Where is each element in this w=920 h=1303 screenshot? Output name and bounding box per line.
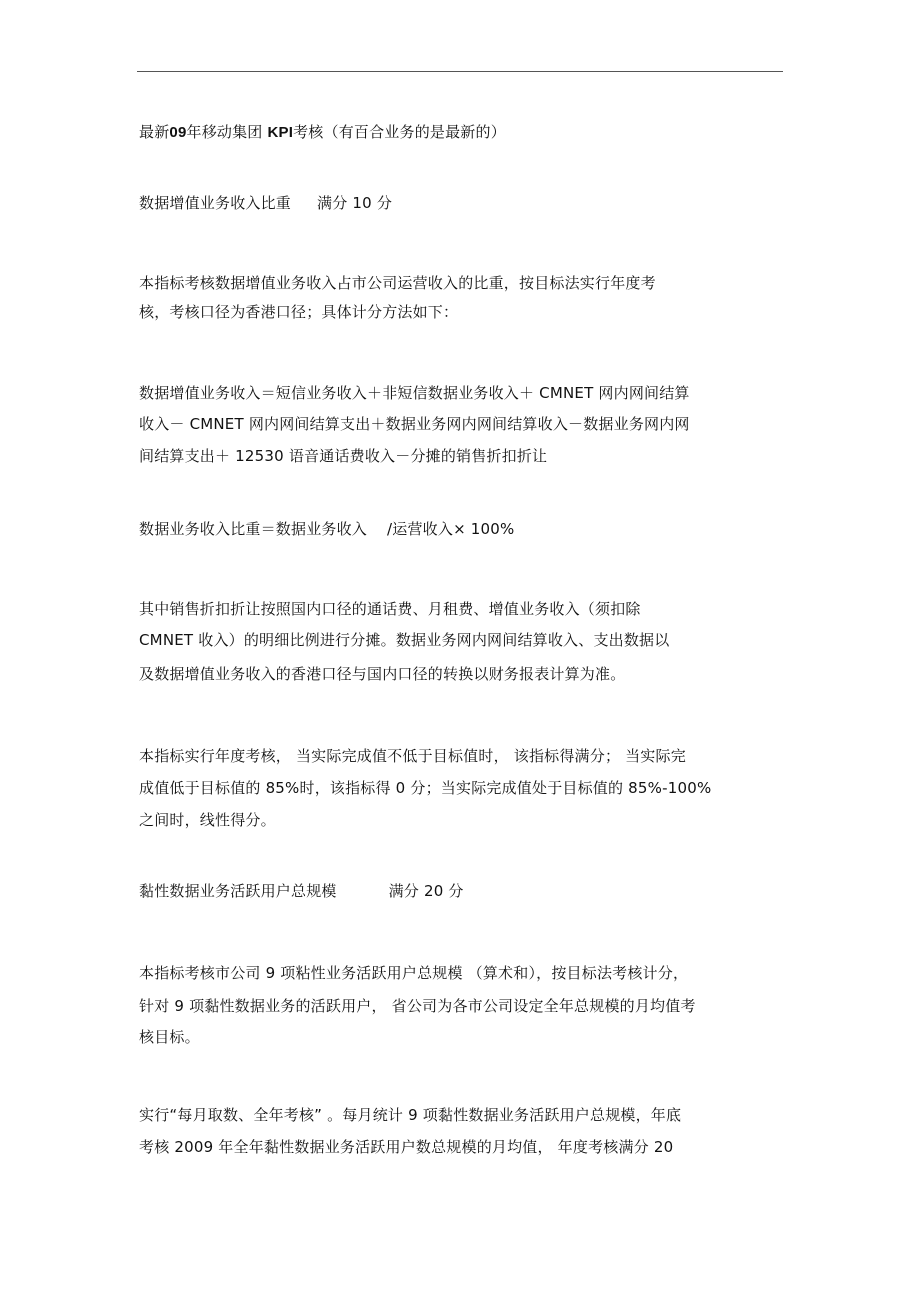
document-title [139, 122, 506, 143]
header-rule [137, 71, 783, 72]
title-text: 考核（有百合业务的是最新的） [293, 123, 506, 141]
para6-line: 实行“每月取数、全年考核” 。每月统计 9 项黏性数据业务活跃用户总规模，年底 [139, 1106, 682, 1124]
formula-right: /运营收入× 100% [387, 520, 515, 538]
section1-score: 满分 10 分 [317, 194, 393, 212]
para2-line: 收入－ CMNET 网内网间结算支出＋数据业务网内网间结算收入－数据业务网内网 [139, 415, 690, 433]
title-text: 年移动集团 [186, 123, 263, 141]
para5-line: 核目标。 [139, 1028, 200, 1046]
section1-heading-line [139, 193, 392, 213]
formula-left: 数据业务收入比重＝数据业务收入 [139, 520, 368, 538]
section2-heading: 黏性数据业务活跃用户总规模 [139, 882, 337, 900]
title-text: 最新 [139, 123, 170, 141]
para4-line: 之间时，线性得分。 [139, 811, 276, 829]
para5-line: 针对 9 项黏性数据业务的活跃用户， 省公司为各市公司设定全年总规模的月均值考 [139, 997, 696, 1015]
para6-line: 考核 2009 年全年黏性数据业务活跃用户数总规模的月均值， 年度考核满分 20 [139, 1138, 674, 1156]
para4-line: 本指标实行年度考核， 当实际完成值不低于目标值时， 该指标得满分； 当实际完 [139, 747, 686, 765]
para4-line: 成值低于目标值的 85%时，该指标得 0 分；当实际完成值处于目标值的 85%-100% [139, 779, 712, 797]
formula-line [139, 519, 515, 539]
section1-heading: 数据增值业务收入比重 [139, 194, 292, 212]
para1-line: 本指标考核数据增值业务收入占市公司运营收入的比重，按目标法实行年度考 [139, 274, 656, 292]
para3-line: 其中销售折扣折让按照国内口径的通话费、月租费、增值业务收入（须扣除 [139, 600, 641, 618]
para3-line: CMNET 收入）的明细比例进行分摊。数据业务网内网间结算收入、支出数据以 [139, 631, 670, 649]
para3-line: 及数据增值业务收入的香港口径与国内口径的转换以财务报表计算为准。 [139, 665, 626, 683]
para2-line: 间结算支出＋ 12530 语音通话费收入－分摊的销售折扣折让 [139, 447, 548, 465]
title-year: 09 [169, 124, 187, 141]
title-kpi: KPI [267, 124, 294, 141]
section2-heading-line [139, 881, 464, 901]
para2-line: 数据增值业务收入＝短信业务收入＋非短信数据业务收入＋ CMNET 网内网间结算 [139, 384, 690, 402]
section2-score: 满分 20 分 [388, 882, 464, 900]
para1-line: 核，考核口径为香港口径；具体计分方法如下： [139, 303, 459, 321]
para5-line: 本指标考核市公司 9 项粘性业务活跃用户总规模 （算术和），按目标法考核计分， [139, 964, 689, 982]
